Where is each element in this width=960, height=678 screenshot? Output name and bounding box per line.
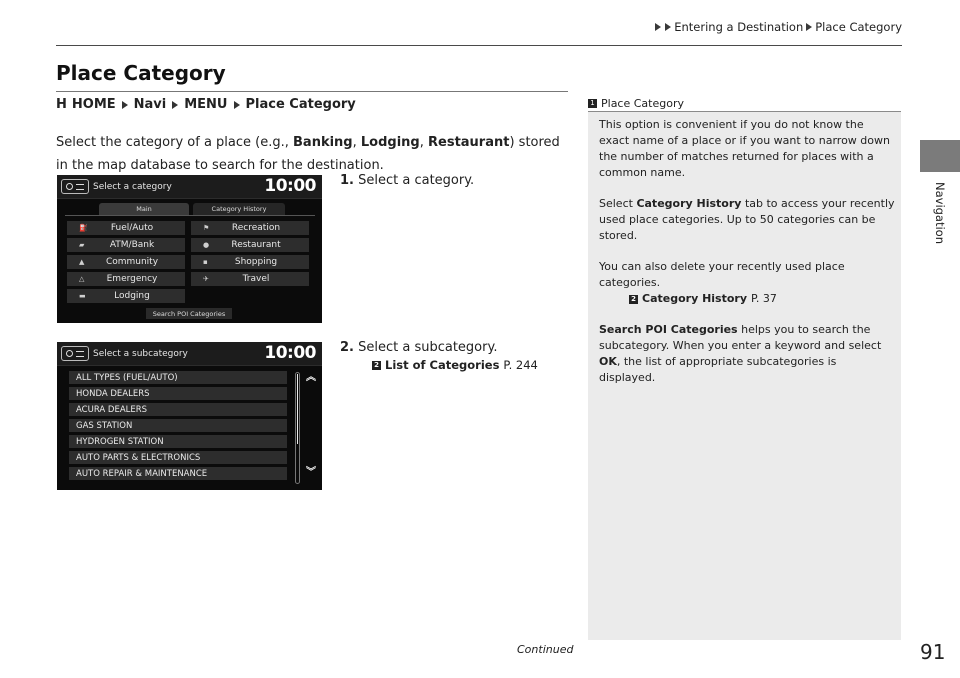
- path-item-home: HOME: [71, 97, 116, 112]
- restaurant-icon: ●: [203, 241, 210, 249]
- step-text: Select a category.: [353, 173, 475, 188]
- intro-example-lodging: Lodging: [360, 135, 420, 150]
- title-rule: [56, 91, 568, 92]
- community-icon: ▲: [79, 258, 85, 266]
- back-circle-icon: [66, 183, 73, 190]
- step-text: Select a subcategory.: [353, 340, 498, 355]
- subcategory-item[interactable]: ACURA DEALERS: [69, 403, 287, 416]
- page-title: Place Category: [56, 61, 226, 85]
- scroll-up-icon[interactable]: ︽: [306, 372, 316, 383]
- category-label: Recreation: [231, 223, 281, 233]
- note-paragraph: This option is convenient if you do not know the exact name of a place or if you want to narrow down the number of matches returned for places with a common name.: [599, 118, 890, 179]
- screen-title: Select a category: [93, 182, 172, 192]
- note-text: , the list of appropriate subcategories is displayed.: [599, 355, 837, 384]
- category-label: Travel: [242, 274, 270, 284]
- path-item-place-category: Place Category: [245, 97, 356, 112]
- triangle-right-icon: [806, 23, 812, 31]
- back-button[interactable]: [61, 179, 89, 194]
- continued-label: Continued: [517, 643, 574, 656]
- category-label: Shopping: [234, 257, 278, 267]
- breadcrumb-item-place-category: Place Category: [815, 20, 902, 34]
- note-paragraph: [599, 322, 895, 386]
- category-grid: [67, 221, 311, 303]
- triangle-right-icon: [655, 23, 661, 31]
- category-empty-slot: [191, 289, 309, 303]
- side-note: [588, 95, 901, 640]
- category-label: Restaurant: [231, 240, 281, 250]
- note-paragraph: [599, 259, 895, 291]
- category-emergency[interactable]: [67, 272, 185, 286]
- travel-icon: ✈: [203, 275, 209, 283]
- xref-label: Category History: [642, 292, 748, 305]
- category-label: Lodging: [114, 291, 150, 301]
- step-number: 2.: [340, 340, 354, 355]
- reference-arrow-icon: 2: [629, 295, 638, 304]
- back-button[interactable]: [61, 346, 89, 361]
- note-body: [599, 117, 895, 401]
- xref-label: List of Categories: [385, 358, 500, 372]
- lodging-icon: ▬: [79, 292, 86, 300]
- menu-lines-icon: [76, 184, 84, 190]
- side-label-text: Navigation: [933, 181, 947, 245]
- note-emphasis: Search POI Categories: [599, 323, 738, 336]
- subcategory-list: [69, 371, 287, 483]
- clock: 10:00: [264, 176, 316, 196]
- subcategory-item[interactable]: HONDA DEALERS: [69, 387, 287, 400]
- screenshot-select-subcategory: [57, 342, 322, 490]
- xref-category-history[interactable]: [599, 291, 895, 307]
- note-text: tab to access your recently used place categories. Up to 50 categories can be stored.: [599, 197, 895, 242]
- xref-page: P. 244: [503, 358, 538, 372]
- note-emphasis: Category History: [636, 197, 742, 210]
- category-atm-bank[interactable]: [67, 238, 185, 252]
- screenshot-select-category: [57, 175, 322, 323]
- subcategory-item[interactable]: HYDROGEN STATION: [69, 435, 287, 448]
- side-tab-marker: [920, 140, 960, 172]
- intro-example-banking: Banking: [293, 135, 353, 150]
- note-emphasis: OK: [599, 355, 617, 368]
- tab-category-history[interactable]: Category History: [193, 203, 285, 215]
- intro-paragraph: [56, 131, 568, 177]
- category-recreation[interactable]: [191, 221, 309, 235]
- page-number: 91: [920, 640, 946, 664]
- subcategory-item[interactable]: ALL TYPES (FUEL/AUTO): [69, 371, 287, 384]
- note-title: Place Category: [601, 96, 684, 110]
- category-fuel-auto[interactable]: [67, 221, 185, 235]
- category-shopping[interactable]: [191, 255, 309, 269]
- intro-example-restaurant: Restaurant: [428, 135, 510, 150]
- screen-header: [57, 342, 322, 366]
- xref-list-of-categories[interactable]: [372, 358, 538, 372]
- home-icon: H: [56, 97, 67, 112]
- category-label: ATM/Bank: [109, 240, 155, 250]
- breadcrumb-item-entering-destination: Entering a Destination: [674, 20, 804, 34]
- note-header: [588, 95, 901, 112]
- note-number-icon: 1: [588, 99, 597, 108]
- tab-divider: [65, 215, 315, 216]
- note-paragraph: [599, 196, 895, 244]
- clock: 10:00: [264, 343, 316, 363]
- triangle-right-icon: [665, 23, 671, 31]
- xref-page: P. 37: [751, 292, 777, 305]
- category-travel[interactable]: [191, 272, 309, 286]
- category-restaurant[interactable]: [191, 238, 309, 252]
- category-label: Community: [105, 257, 159, 267]
- screen-header: [57, 175, 322, 199]
- back-circle-icon: [66, 350, 73, 357]
- subcategory-item[interactable]: AUTO PARTS & ELECTRONICS: [69, 451, 287, 464]
- intro-text: Select the category of a place (e.g.,: [56, 135, 294, 150]
- screen-title: Select a subcategory: [93, 349, 188, 359]
- search-poi-categories-button[interactable]: Search POI Categories: [146, 308, 232, 319]
- tab-main[interactable]: Main: [99, 203, 189, 215]
- triangle-right-icon: [122, 101, 128, 109]
- atm-icon: ▰: [79, 241, 85, 249]
- category-lodging[interactable]: [67, 289, 185, 303]
- step-2: [340, 340, 497, 355]
- fuel-icon: ⛽: [79, 224, 88, 232]
- path-item-menu: MENU: [184, 97, 228, 112]
- header-rule: [56, 45, 902, 46]
- triangle-right-icon: [172, 101, 178, 109]
- category-tabs: [99, 203, 307, 215]
- category-label: Emergency: [106, 274, 158, 284]
- recreation-icon: ⚑: [203, 224, 210, 232]
- scroll-thumb[interactable]: [297, 374, 298, 444]
- subcategory-item[interactable]: GAS STATION: [69, 419, 287, 432]
- triangle-right-icon: [234, 101, 240, 109]
- breadcrumb: [654, 20, 902, 34]
- note-text: Select: [599, 197, 637, 210]
- emergency-icon: △: [79, 275, 85, 283]
- path-item-navi: Navi: [133, 97, 167, 112]
- subcategory-item[interactable]: AUTO REPAIR & MAINTENANCE: [69, 467, 287, 480]
- side-label: [922, 178, 958, 248]
- category-community[interactable]: [67, 255, 185, 269]
- intro-text: ) stored in the map database to search for the destination.: [56, 135, 560, 173]
- intro-separator: ,: [352, 135, 361, 150]
- reference-arrow-icon: 2: [372, 361, 381, 370]
- intro-separator: ,: [419, 135, 428, 150]
- menu-path: [56, 97, 356, 112]
- category-label: Fuel/Auto: [110, 223, 154, 233]
- note-text: You can also delete your recently used place categories.: [599, 260, 845, 289]
- menu-lines-icon: [76, 351, 84, 357]
- step-number: 1.: [340, 173, 354, 188]
- step-1: [340, 173, 474, 188]
- shopping-icon: ▪: [203, 258, 208, 266]
- scroll-down-icon[interactable]: ︾: [306, 467, 316, 478]
- note-text: helps you to search the subcategory. When you enter a keyword and select: [599, 323, 882, 352]
- scrollbar[interactable]: [295, 372, 300, 484]
